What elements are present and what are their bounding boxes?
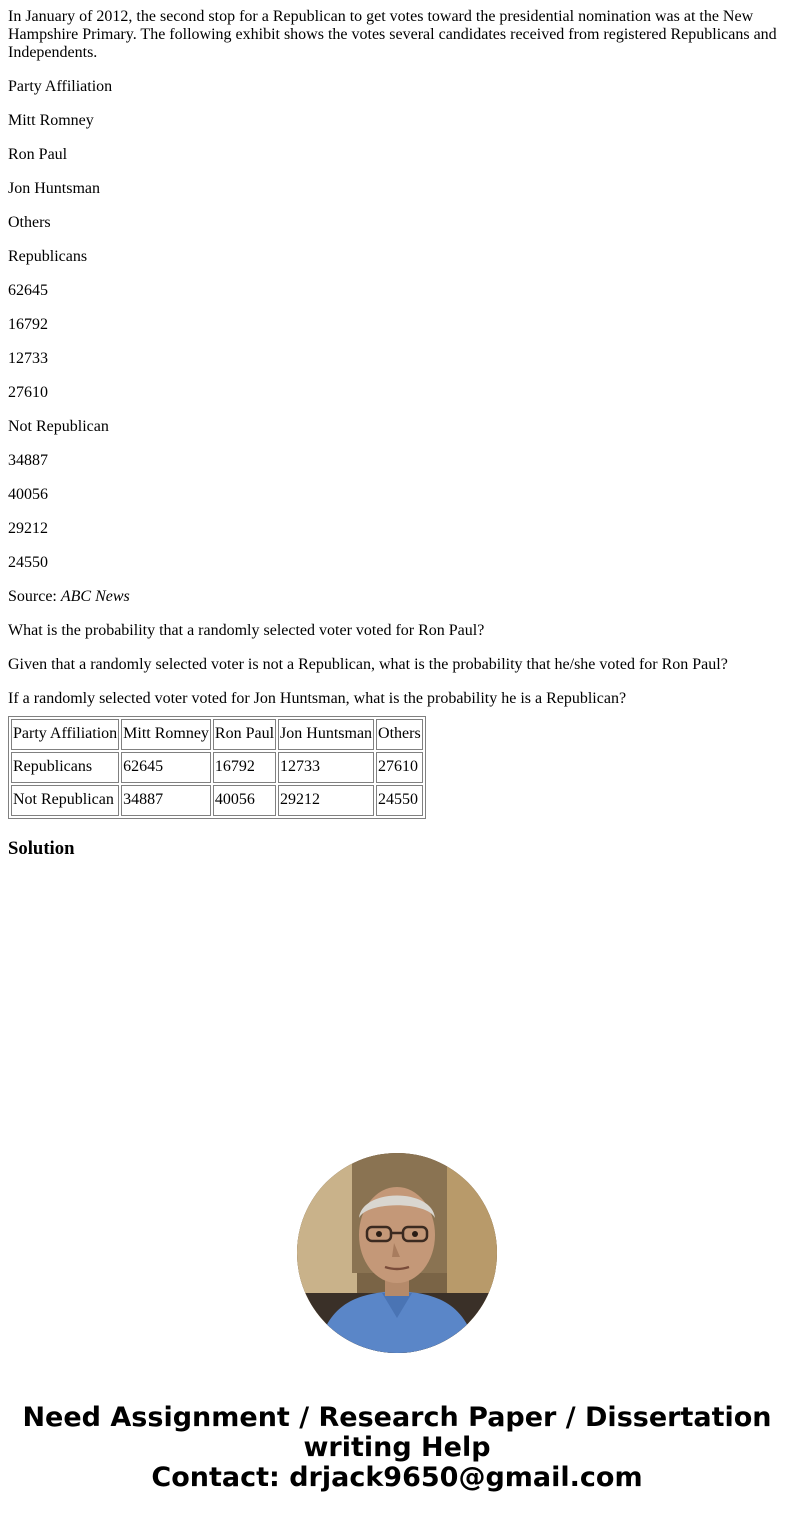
question-3: If a randomly selected voter voted for Jon Huntsman, what is the probability he is a Republican?: [8, 690, 627, 707]
table-header-row: [11, 719, 423, 750]
table-header-cell: Ron Paul: [213, 719, 276, 750]
person-portrait-icon: [297, 1153, 497, 1353]
table-cell: 62645: [121, 752, 211, 783]
table-header-cell: Mitt Romney: [121, 719, 211, 750]
table-row: [11, 785, 423, 816]
table-cell: 29212: [278, 785, 374, 816]
source-label: Source:: [8, 588, 61, 605]
contact-banner: [0, 1403, 794, 1493]
list-item: 34887: [8, 452, 48, 469]
problem-intro: In January of 2012, the second stop for a Republican to get votes toward the presidential nomination was at the New Hampshire Primary. The following exhibit shows the votes several candidates received from registered Republicans and Independents.: [8, 8, 777, 61]
list-item: Party Affiliation: [8, 78, 113, 95]
banner-line: Need Assignment / Research Paper / Dissertation: [22, 1402, 772, 1433]
list-item: 16792: [8, 316, 48, 333]
author-avatar: [297, 1153, 497, 1353]
table-cell: 24550: [376, 785, 423, 816]
table-row: [11, 752, 423, 783]
table-cell: 40056: [213, 785, 276, 816]
list-item: Not Republican: [8, 418, 109, 435]
list-item: 12733: [8, 350, 48, 367]
list-item: Jon Huntsman: [8, 180, 100, 197]
contact-email: Contact: drjack9650@gmail.com: [151, 1462, 643, 1493]
document-body: [8, 8, 786, 860]
question-1: What is the probability that a randomly selected voter voted for Ron Paul?: [8, 622, 485, 639]
votes-table: [8, 716, 426, 819]
list-item: Others: [8, 214, 51, 231]
list-item: Mitt Romney: [8, 112, 94, 129]
table-cell: 34887: [121, 785, 211, 816]
list-item: 29212: [8, 520, 48, 537]
list-item: Ron Paul: [8, 146, 68, 163]
table-cell: 12733: [278, 752, 374, 783]
table-cell: Republicans: [11, 752, 119, 783]
source-line: [8, 588, 786, 606]
list-item: 24550: [8, 554, 48, 571]
table-cell: Not Republican: [11, 785, 119, 816]
source-name: ABC News: [60, 588, 130, 605]
list-item: 62645: [8, 282, 48, 299]
list-item: Republicans: [8, 248, 88, 265]
list-item: 27610: [8, 384, 48, 401]
banner-line: writing Help: [303, 1432, 491, 1463]
table-header-cell: Jon Huntsman: [278, 719, 374, 750]
table-cell: 16792: [213, 752, 276, 783]
table-header-cell: Others: [376, 719, 423, 750]
table-cell: 27610: [376, 752, 423, 783]
question-2: Given that a randomly selected voter is not a Republican, what is the probability that he/she voted for Ron Paul?: [8, 656, 728, 673]
list-item: 40056: [8, 486, 48, 503]
table-header-cell: Party Affiliation: [11, 719, 119, 750]
solution-heading: Solution: [8, 838, 75, 859]
